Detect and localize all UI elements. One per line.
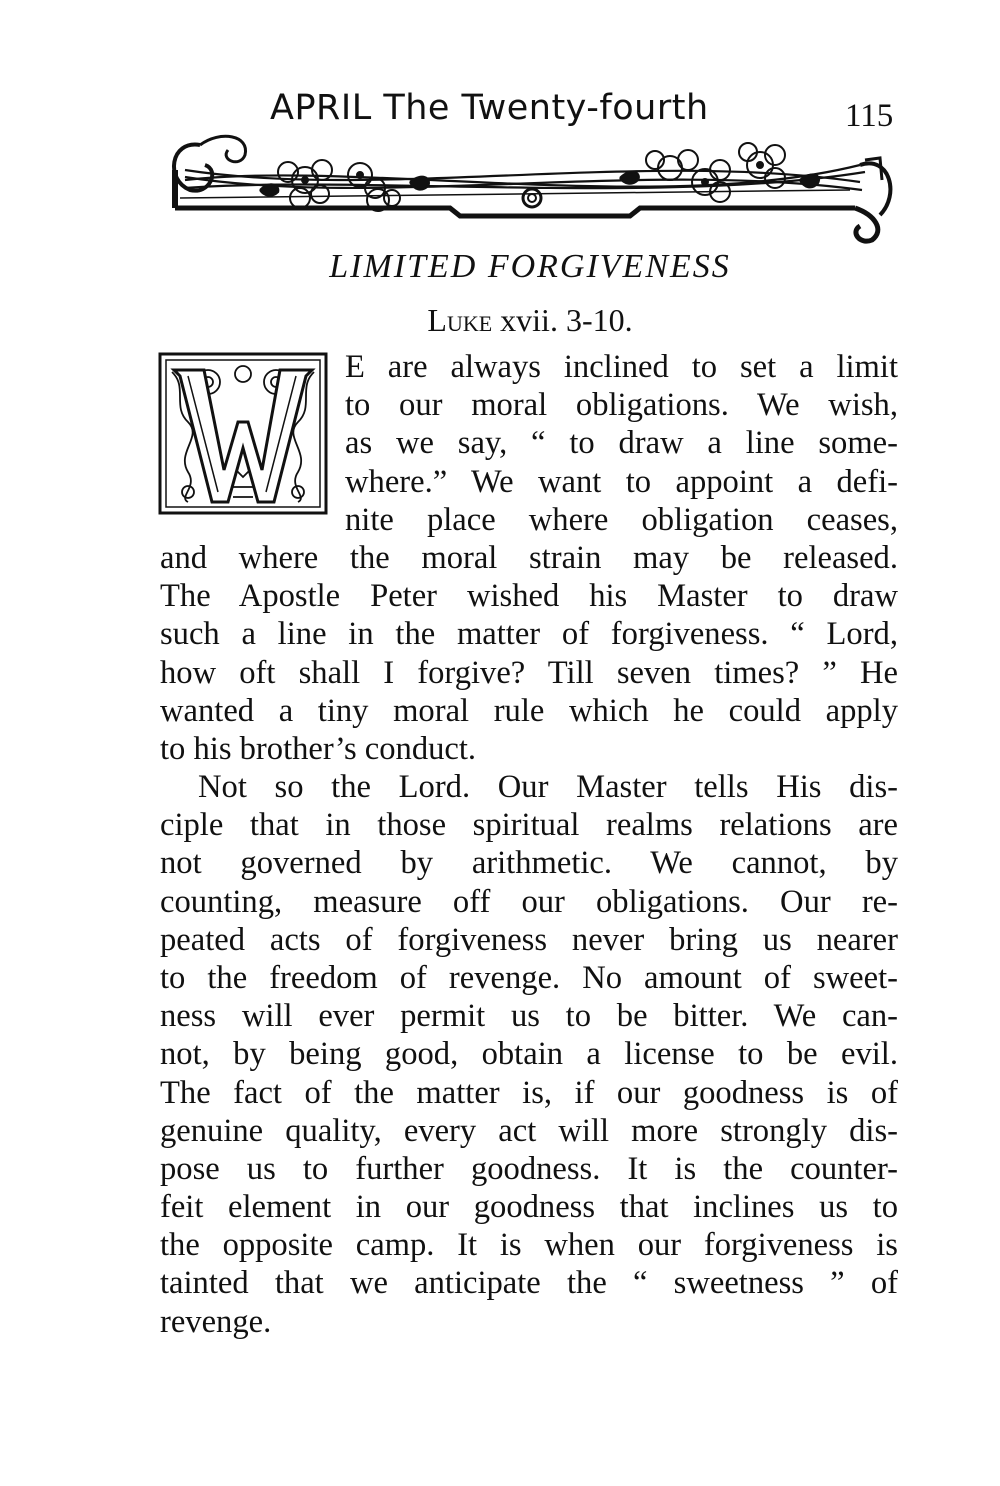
running-head: APRIL The Twenty-fourth bbox=[270, 88, 709, 128]
text-line: not, by being good, obtain a license to be evil. bbox=[160, 1036, 898, 1073]
text-line: revenge. bbox=[160, 1303, 272, 1340]
page-number: 115 bbox=[845, 98, 894, 134]
text-line: The fact of the matter is, if our goodness is of bbox=[160, 1074, 898, 1111]
text-line: where.” We want to appoint a defi- bbox=[345, 463, 898, 500]
text-line: E are always inclined to set a limit bbox=[345, 349, 898, 385]
text-line: to our moral obligations. We wish, bbox=[345, 387, 898, 424]
reference-book: Luke bbox=[427, 302, 493, 338]
text-line: such a line in the matter of forgiveness. “ Lord, bbox=[160, 616, 898, 653]
text-line: feit element in our goodness that inclines us to bbox=[160, 1189, 898, 1226]
text-line: nite place where obligation ceases, bbox=[345, 501, 898, 538]
text-line: counting, measure off our obligations. Our re- bbox=[160, 883, 898, 920]
paragraph-1-beside-dropcap bbox=[345, 348, 898, 539]
paragraph-1-continued bbox=[160, 539, 898, 768]
text-line: Not so the Lord. Our Master tells His dis- bbox=[198, 769, 898, 805]
drop-cap-w-icon bbox=[158, 352, 328, 515]
text-line: how oft shall I forgive? Till seven times? ” He bbox=[160, 654, 898, 691]
text-line: ciple that in those spiritual realms relations are bbox=[160, 807, 898, 844]
text-line: wanted a tiny moral rule which he could apply bbox=[160, 692, 898, 729]
chapter-title: LIMITED FORGIVENESS bbox=[329, 248, 731, 285]
text-line: the opposite camp. It is when our forgiveness is bbox=[160, 1227, 898, 1264]
text-line: not governed by arithmetic. We cannot, by bbox=[160, 845, 898, 882]
text-line: tainted that we anticipate the “ sweetness ” of bbox=[160, 1265, 898, 1302]
text-line: pose us to further goodness. It is the counter- bbox=[160, 1150, 898, 1187]
text-line: ness will ever permit us to be bitter. We can- bbox=[160, 998, 898, 1035]
text-line: as we say, “ to draw a line some- bbox=[345, 425, 898, 462]
reference-chapter-verses: xvii. 3-10. bbox=[492, 302, 633, 338]
text-line: genuine quality, every act will more strongly dis- bbox=[160, 1112, 898, 1149]
text-line: The Apostle Peter wished his Master to draw bbox=[160, 578, 898, 615]
floral-banner-ornament-icon bbox=[160, 120, 905, 250]
paragraph-2 bbox=[160, 768, 898, 1341]
text-line: and where the moral strain may be released. bbox=[160, 540, 898, 576]
scripture-reference bbox=[0, 302, 1000, 339]
text-line: to the freedom of revenge. No amount of sweet- bbox=[160, 959, 898, 996]
text-line: peated acts of forgiveness never bring us nearer bbox=[160, 921, 898, 958]
text-line: to his brother’s conduct. bbox=[160, 730, 477, 767]
